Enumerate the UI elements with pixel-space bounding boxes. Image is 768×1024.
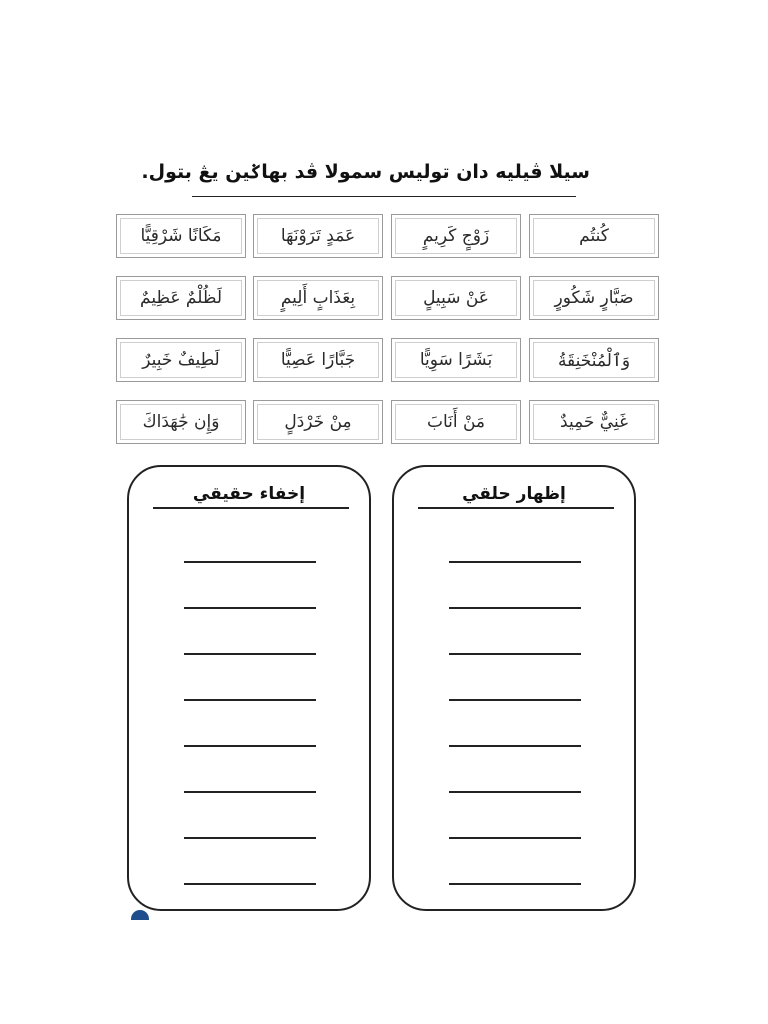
answer-line[interactable]	[449, 607, 581, 609]
phrase-card[interactable]: كُنتُم	[529, 214, 659, 258]
instruction-underline	[192, 196, 576, 197]
instruction-text: سيلا ڤيليه دان توليس سمولا ڤد بهاݢين يڠ بتول.	[141, 161, 590, 183]
answer-line[interactable]	[184, 699, 316, 701]
phrase-card[interactable]: زَوْجٍ كَرِيمٍ	[391, 214, 521, 258]
answer-line[interactable]	[449, 561, 581, 563]
answer-line[interactable]	[449, 699, 581, 701]
answer-line[interactable]	[184, 837, 316, 839]
answer-line[interactable]	[449, 745, 581, 747]
panel-title-underline	[418, 507, 614, 509]
phrase-card[interactable]: وَٱلْمُنْخَنِقَةُ	[529, 338, 659, 382]
izhar-halqi-panel	[392, 465, 636, 911]
ikhfa-haqiqi-panel	[127, 465, 371, 911]
answer-line[interactable]	[184, 791, 316, 793]
phrase-card[interactable]: بِعَذَابٍ أَلِيمٍ	[253, 276, 383, 320]
phrase-card[interactable]: عَنْ سَبِيلٍ	[391, 276, 521, 320]
phrase-card[interactable]: بَشَرًا سَوِيًّا	[391, 338, 521, 382]
answer-line[interactable]	[184, 883, 316, 885]
panel-title-underline	[153, 507, 349, 509]
answer-line[interactable]	[184, 745, 316, 747]
phrase-card[interactable]: مَكَانًا شَرْقِيًّا	[116, 214, 246, 258]
phrase-card[interactable]: وَإِن جَٰهَدَاكَ	[116, 400, 246, 444]
phrase-card[interactable]: لَظُلْمٌ عَظِيمٌ	[116, 276, 246, 320]
phrase-card[interactable]: لَطِيفٌ خَبِيرٌ	[116, 338, 246, 382]
answer-line[interactable]	[449, 653, 581, 655]
phrase-card[interactable]: عَمَدٍ تَرَوْنَهَا	[253, 214, 383, 258]
phrase-card[interactable]: مَنْ أَنَابَ	[391, 400, 521, 444]
phrase-card[interactable]: مِنْ خَرْدَلٍ	[253, 400, 383, 444]
phrase-card[interactable]: جَبَّارًا عَصِيًّا	[253, 338, 383, 382]
answer-line[interactable]	[184, 653, 316, 655]
ikhfa-haqiqi-title: إخفاء حقيقي	[192, 484, 306, 504]
answer-line[interactable]	[449, 791, 581, 793]
answer-line[interactable]	[449, 883, 581, 885]
phrase-card[interactable]: غَنِيٌّ حَمِيدٌ	[529, 400, 659, 444]
logo-fragment-icon	[131, 910, 149, 920]
circle-icon	[131, 910, 149, 920]
answer-line[interactable]	[449, 837, 581, 839]
answer-line[interactable]	[184, 607, 316, 609]
phrase-card[interactable]: صَبَّارٍ شَكُورٍ	[529, 276, 659, 320]
izhar-halqi-title: إظهار حلقي	[462, 484, 566, 504]
answer-line[interactable]	[184, 561, 316, 563]
